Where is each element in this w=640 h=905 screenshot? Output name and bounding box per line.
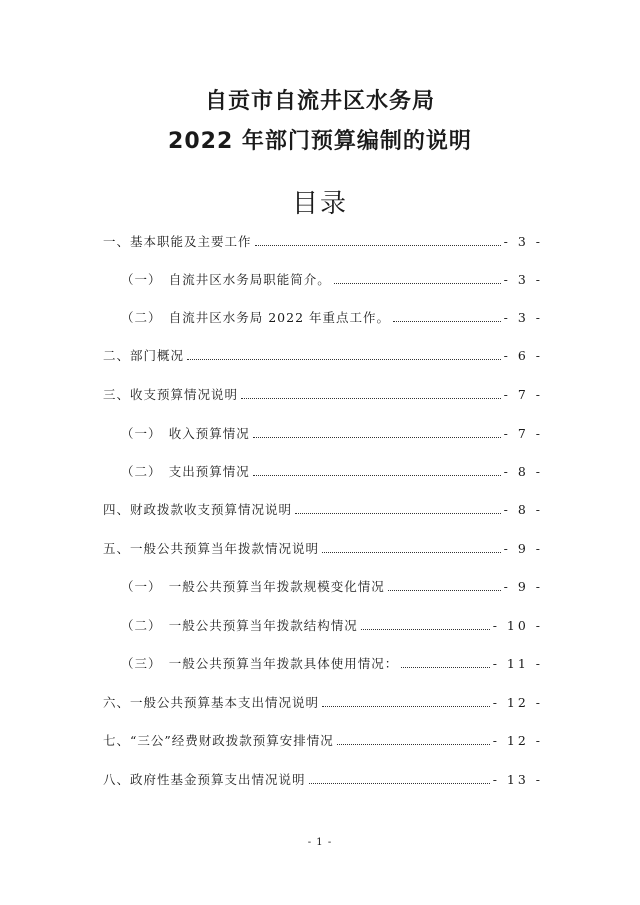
toc-entry-page: - 8 - <box>503 502 543 517</box>
toc-entry[interactable] <box>103 232 543 252</box>
toc-entry-page: - 6 - <box>503 348 543 363</box>
toc-leader-dots <box>309 782 490 784</box>
toc-entry[interactable] <box>103 539 543 559</box>
toc-entry[interactable] <box>103 731 543 751</box>
toc-entry-page: - 11 - <box>492 656 543 671</box>
toc-entry[interactable] <box>103 770 543 790</box>
toc-entry-label: 六、一般公共预算基本支出情况说明 <box>103 695 320 710</box>
toc-entry-page: - 3 - <box>503 234 543 249</box>
toc-entry-page: - 12 - <box>492 695 543 710</box>
page-number: - 1 - <box>307 837 333 848</box>
toc-entry[interactable] <box>121 462 543 482</box>
toc-entry-label: 三、收支预算情况说明 <box>103 387 239 402</box>
toc-leader-dots <box>187 358 501 360</box>
toc-entry[interactable] <box>103 346 543 366</box>
toc-leader-dots <box>322 551 501 553</box>
toc-entry-label: 七、“三公”经费财政拨款预算安排情况 <box>103 733 334 748</box>
toc-entry[interactable] <box>121 270 543 290</box>
toc-entry-page: - 10 - <box>492 618 543 633</box>
toc-entry-label: （二） 自流井区水务局 2022 年重点工作。 <box>121 310 391 325</box>
toc-leader-dots <box>253 474 501 476</box>
toc-entry-page: - 9 - <box>503 541 543 556</box>
toc-entry-label: （二） 一般公共预算当年拨款结构情况 <box>121 618 358 633</box>
toc-heading: 目录 <box>291 189 348 219</box>
toc-entry-label: （一） 自流井区水务局职能简介。 <box>121 272 331 287</box>
toc-entry-label: 八、政府性基金预算支出情况说明 <box>103 772 306 787</box>
toc-entry[interactable] <box>121 424 543 444</box>
toc-entry-label: （一） 收入预算情况 <box>121 426 250 441</box>
toc-entry[interactable] <box>103 385 543 405</box>
toc-entry[interactable] <box>121 308 543 328</box>
toc-entry-page: - 13 - <box>492 772 543 787</box>
toc-entry-page: - 9 - <box>503 579 543 594</box>
toc-entry-page: - 3 - <box>503 272 543 287</box>
toc-entry-page: - 3 - <box>503 310 543 325</box>
toc-entry[interactable] <box>103 500 543 520</box>
toc-entry[interactable] <box>103 693 543 713</box>
toc-entry-page: - 7 - <box>503 387 543 402</box>
toc-leader-dots <box>253 436 501 438</box>
document-subtitle: 2022 年部门预算编制的说明 <box>168 129 472 154</box>
toc-leader-dots <box>334 282 501 284</box>
toc-entry-label: （一） 一般公共预算当年拨款规模变化情况 <box>121 579 385 594</box>
toc-leader-dots <box>255 244 501 246</box>
toc-leader-dots <box>322 705 490 707</box>
toc-entry[interactable] <box>121 654 543 674</box>
toc-entry-page: - 7 - <box>503 426 543 441</box>
toc-leader-dots <box>361 628 490 630</box>
toc-entry-label: （三） 一般公共预算当年拨款具体使用情况： <box>121 656 399 671</box>
toc-leader-dots <box>295 512 501 514</box>
toc-entry-label: （二） 支出预算情况 <box>121 464 250 479</box>
toc-entry-label: 五、一般公共预算当年拨款情况说明 <box>103 541 320 556</box>
toc-entry-page: - 8 - <box>503 464 543 479</box>
toc-entry[interactable] <box>121 616 543 636</box>
document-title: 自贡市自流井区水务局 <box>204 89 435 114</box>
toc-entry-label: 一、基本职能及主要工作 <box>103 234 252 249</box>
toc-leader-dots <box>401 666 489 668</box>
toc-leader-dots <box>337 743 490 745</box>
toc-entry-label: 四、财政拨款收支预算情况说明 <box>103 502 293 517</box>
toc-leader-dots <box>388 589 501 591</box>
toc-entry-label: 二、部门概况 <box>103 348 185 363</box>
toc-entry-page: - 12 - <box>492 733 543 748</box>
toc-leader-dots <box>393 320 501 322</box>
toc-leader-dots <box>241 397 501 399</box>
toc-entry[interactable] <box>121 577 543 597</box>
